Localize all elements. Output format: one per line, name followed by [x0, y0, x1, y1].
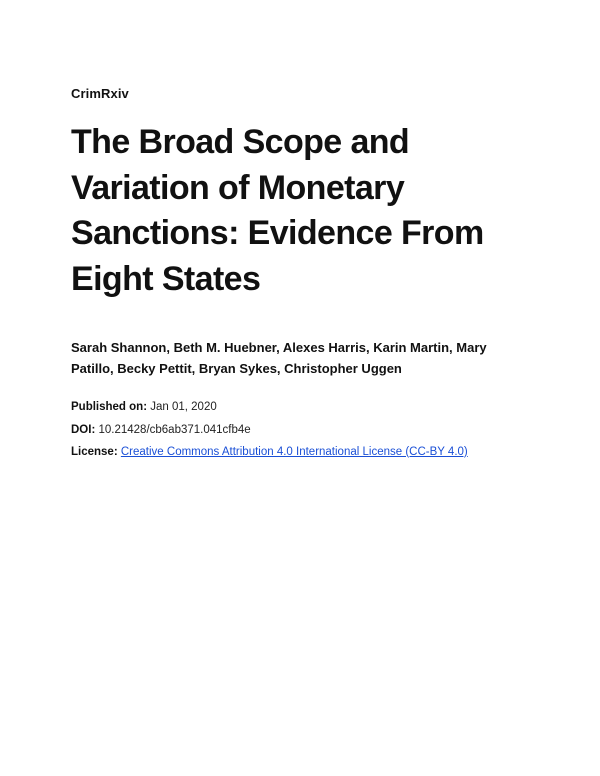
author-list: Sarah Shannon, Beth M. Huebner, Alexes Harris, Karin Martin, Mary Patillo, Becky Pettit, Bryan Sykes, Christopher Uggen	[71, 340, 487, 376]
doi-value: 10.21428/cb6ab371.041cfb4e	[98, 423, 251, 436]
publisher-name: CrimRxiv	[71, 86, 129, 101]
publication-metadata	[71, 396, 541, 464]
license-label: License:	[71, 446, 118, 458]
doi-label: DOI:	[71, 423, 96, 436]
published-on-row	[71, 396, 541, 419]
license-link[interactable]: Creative Commons Attribution 4.0 International License (CC-BY 4.0)	[120, 446, 468, 458]
paper-title: The Broad Scope and Variation of Monetary Sanctions: Evidence From Eight States	[71, 123, 484, 298]
doi-row	[71, 419, 541, 442]
published-on-label: Published on:	[71, 401, 148, 413]
published-on-value: Jan 01, 2020	[150, 401, 217, 413]
license-row	[71, 441, 541, 464]
